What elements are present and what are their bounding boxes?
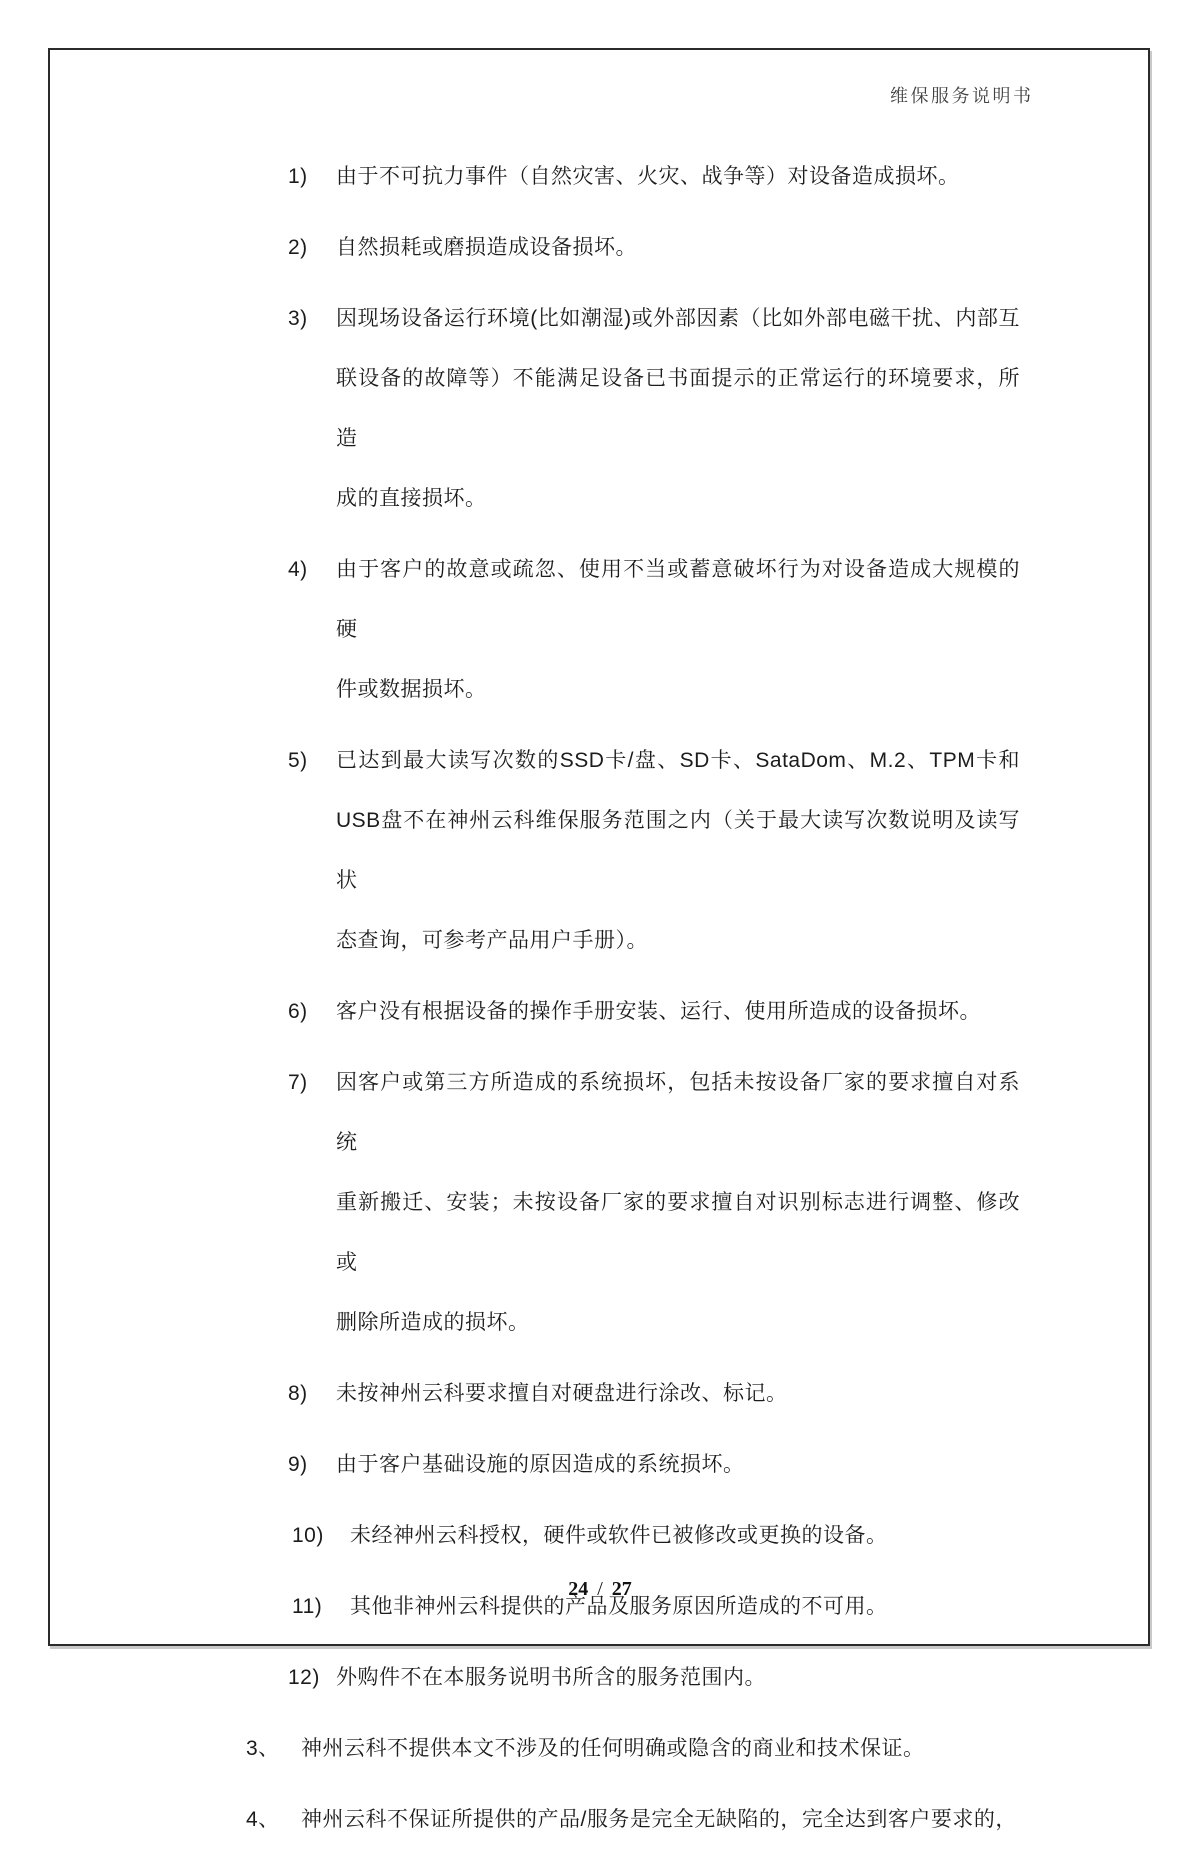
list-item-marker: 9) <box>288 1453 308 1476</box>
list-item-line: 删除所造成的损坏。 <box>336 1311 530 1334</box>
list-item-line: 由于客户基础设施的原因造成的系统损坏。 <box>336 1453 745 1476</box>
list-item-marker: 4) <box>288 558 308 581</box>
list-item-text <box>0 1506 1200 1566</box>
list-item-text <box>0 218 1200 278</box>
document-header-title: 维保服务说明书 <box>890 86 1034 106</box>
list-item <box>0 731 1200 971</box>
list-item <box>0 540 1200 720</box>
list-item-line: 重新搬迁、安装；未按设备厂家的要求擅自对识别标志进行调整、修改或 <box>336 1191 1020 1274</box>
list-item-marker: 5) <box>288 749 308 772</box>
list-item-line: 已达到最大读写次数的SSD卡/盘、SD卡、SataDom、M.2、TPM卡和 <box>336 749 1020 772</box>
list-item-line: 神州云科不保证所提供的产品/服务是完全无缺陷的，完全达到客户要求的， <box>301 1808 1017 1831</box>
list-item-text <box>0 1790 1200 1850</box>
list-item <box>0 1506 1200 1566</box>
list-item <box>0 1435 1200 1495</box>
list-item <box>0 1790 1200 1850</box>
list-item <box>0 218 1200 278</box>
list-item-text <box>0 147 1200 207</box>
list-item-marker: 12) <box>288 1666 320 1689</box>
list-item-text <box>0 731 1200 971</box>
list-item-line: 因客户或第三方所造成的系统损坏，包括未按设备厂家的要求擅自对系统 <box>336 1071 1020 1154</box>
page-footer <box>0 1578 1200 1601</box>
list-item-text <box>0 1053 1200 1353</box>
list-item-marker: 11) <box>292 1595 323 1618</box>
list-item-marker: 8) <box>288 1382 308 1405</box>
list-item-text <box>0 1719 1200 1779</box>
list-item-marker: 4、 <box>246 1808 280 1831</box>
list-item-line: 神州云科不提供本文不涉及的任何明确或隐含的商业和技术保证。 <box>301 1737 925 1760</box>
list-item <box>0 982 1200 1042</box>
list-item-line: 成的直接损坏。 <box>336 487 487 510</box>
list-item <box>0 147 1200 207</box>
list-item-line: 其他非神州云科提供的产品及服务原因所造成的不可用。 <box>350 1595 888 1618</box>
list-item-line: 外购件不在本服务说明书所含的服务范围内。 <box>336 1666 766 1689</box>
list-item-text <box>0 289 1200 529</box>
list-item-line: 未经神州云科授权，硬件或软件已被修改或更换的设备。 <box>350 1524 888 1547</box>
list-item <box>0 1648 1200 1708</box>
list-item-line: 态查询，可参考产品用户手册）。 <box>336 929 648 952</box>
list-item-text <box>0 540 1200 720</box>
list-item-line: 自然损耗或磨损造成设备损坏。 <box>336 236 637 259</box>
list-item <box>0 1364 1200 1424</box>
list-item-marker: 6) <box>288 1000 308 1023</box>
list-item-line: 未按神州云科要求擅自对硬盘进行涂改、标记。 <box>336 1382 788 1405</box>
list-item-line: 由于不可抗力事件（自然灾害、火灾、战争等）对设备造成损坏。 <box>336 165 960 188</box>
list-item <box>0 1719 1200 1779</box>
list-item <box>0 289 1200 529</box>
list-item-line: 客户没有根据设备的操作手册安装、运行、使用所造成的设备损坏。 <box>336 1000 981 1023</box>
list-item-line: 联设备的故障等）不能满足设备已书面提示的正常运行的环境要求，所造 <box>336 367 1020 450</box>
warranty-exclusions-list <box>0 147 1200 1861</box>
page-number-separator: / <box>597 1578 603 1600</box>
list-item-marker: 2) <box>288 236 308 259</box>
list-item <box>0 1053 1200 1353</box>
list-item-marker: 1) <box>288 165 308 188</box>
list-item-text <box>0 982 1200 1042</box>
list-item-text <box>0 1364 1200 1424</box>
list-item-text <box>0 1648 1200 1708</box>
list-item-line: 因现场设备运行环境(比如潮湿)或外部因素（比如外部电磁干扰、内部互 <box>336 307 1020 330</box>
list-item-marker: 10) <box>292 1524 324 1547</box>
list-item-line: USB盘不在神州云科维保服务范围之内（关于最大读写次数说明及读写状 <box>336 809 1020 892</box>
list-item-text <box>0 1435 1200 1495</box>
list-item-line: 由于客户的故意或疏忽、使用不当或蓄意破坏行为对设备造成大规模的硬 <box>336 558 1020 641</box>
total-page-count: 27 <box>611 1578 632 1600</box>
list-item-line: 件或数据损坏。 <box>336 678 487 701</box>
list-item-marker: 3) <box>288 307 308 330</box>
current-page-number: 24 <box>568 1578 589 1600</box>
list-item-marker: 3、 <box>246 1737 280 1760</box>
list-item-marker: 7) <box>288 1071 308 1094</box>
